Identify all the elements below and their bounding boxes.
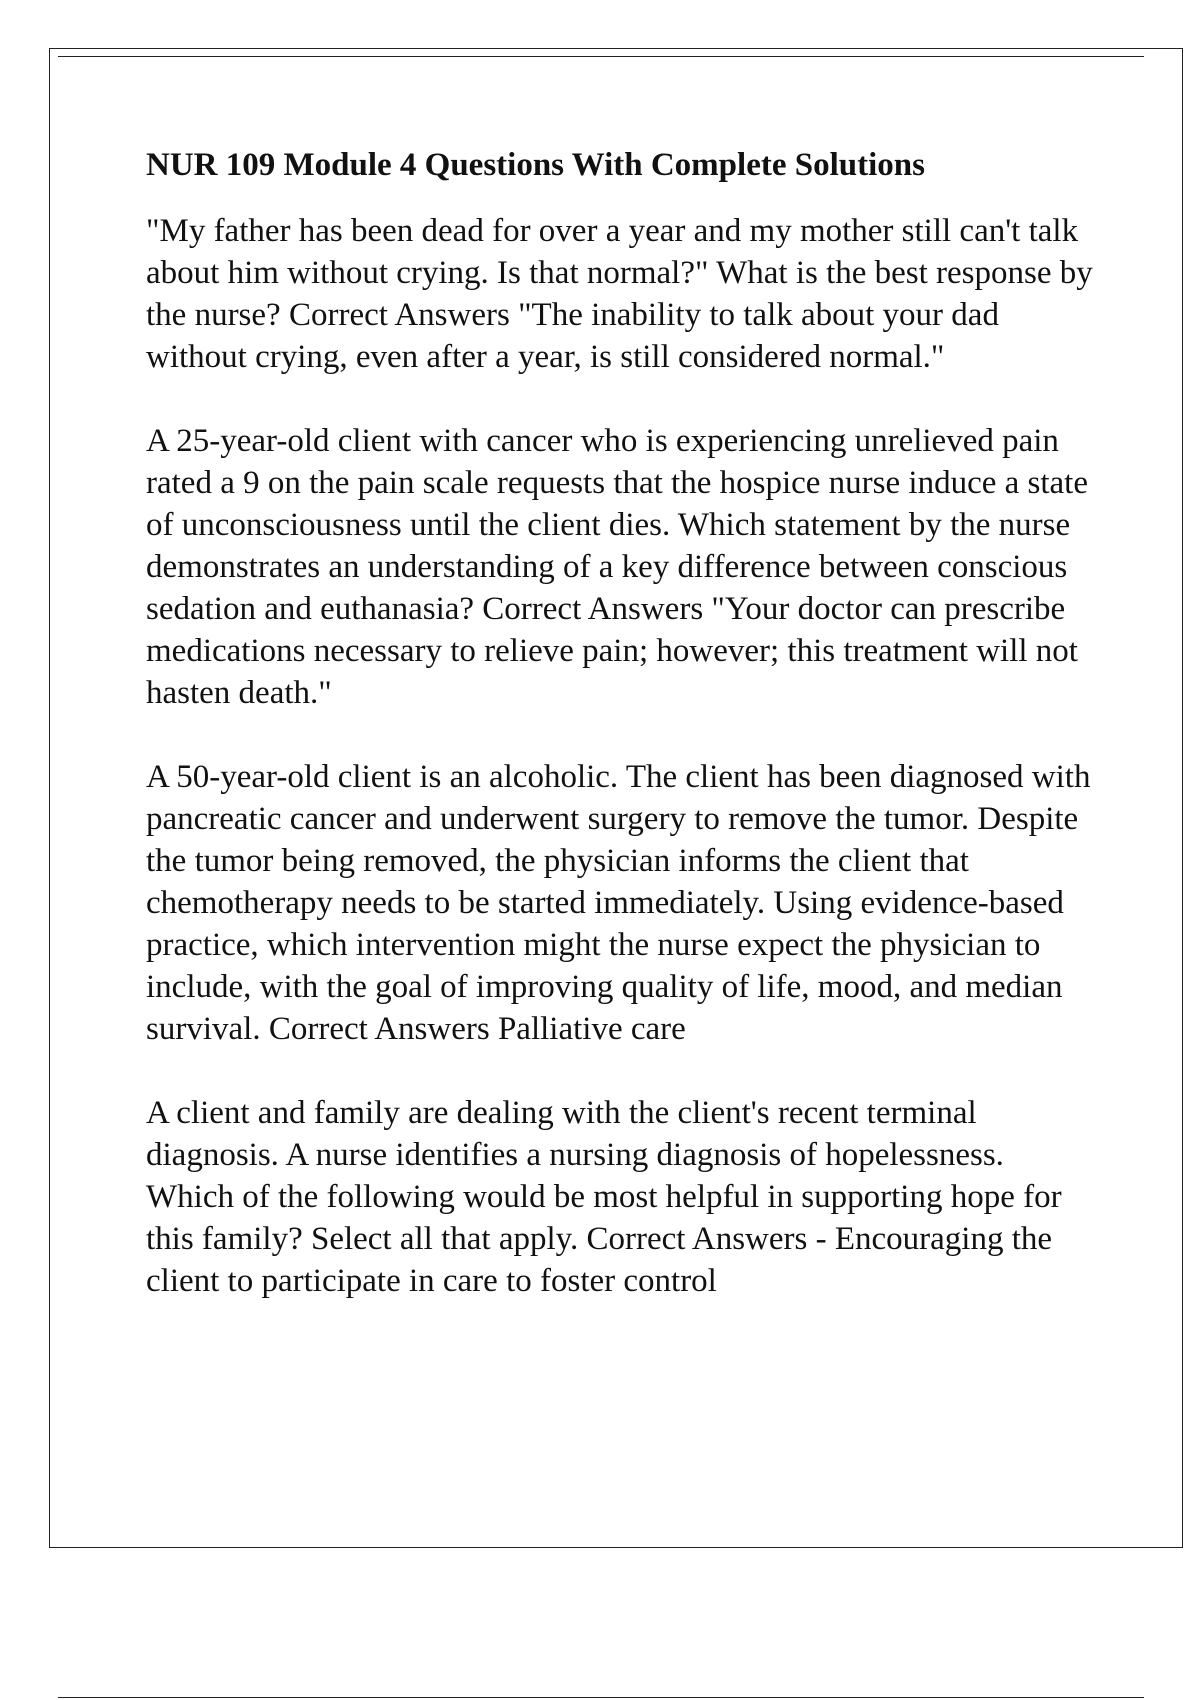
answer-text: - Encouraging the client to participate in care to foster control [146,1221,1053,1299]
question-text: A 50-year-old client is an alcoholic. The client has been diagnosed with pancreatic cancer and underwent surgery to remove the tumor. Despite the tumor being removed, the physician informs the client that chemotherapy needs to be started immediately. Using evidence-based practice, which intervention might the nurse expect the physician to include, with the goal of improving quality of life, mood, and median survival. [146,759,1091,1047]
document-body [146,144,1096,1344]
qa-item-4 [146,1092,1096,1302]
answer-label: Correct Answers [288,297,510,333]
answer-text: "Your doctor can prescribe medications necessary to relieve pain; however; this treatment will not hasten death." [146,591,1078,711]
footer-rule [58,1697,1144,1698]
answer-label: Correct Answers [268,1011,490,1047]
qa-item-3 [146,756,1096,1050]
document-title: NUR 109 Module 4 Questions With Complete Solutions [146,147,925,183]
qa-item-1 [146,210,1096,378]
answer-text: "The inability to talk about your dad without crying, even after a year, is still considered normal." [146,297,999,375]
answer-label: Correct Answers [482,591,704,627]
question-text: "My father has been dead for over a year and my mother still can't talk about him without crying. Is that normal?" What is the best response by the nurse? [146,213,1093,333]
question-text: A 25-year-old client with cancer who is experiencing unrelieved pain rated a 9 on the pain scale requests that the hospice nurse induce a state of unconsciousness until the client dies. Which statement by the nurse demonstrates an understanding of a key difference between conscious sedation and euthanasia? [146,423,1088,627]
qa-item-2 [146,420,1096,714]
header-rule [58,56,1144,57]
question-text: A client and family are dealing with the client's recent terminal diagnosis. A nurse identifies a nursing diagnosis of hopelessness. Which of the following would be most helpful in supporting hope for this family? Select all that apply. [146,1095,1062,1257]
answer-text: Palliative care [497,1011,686,1047]
answer-label: Correct Answers [586,1221,808,1257]
